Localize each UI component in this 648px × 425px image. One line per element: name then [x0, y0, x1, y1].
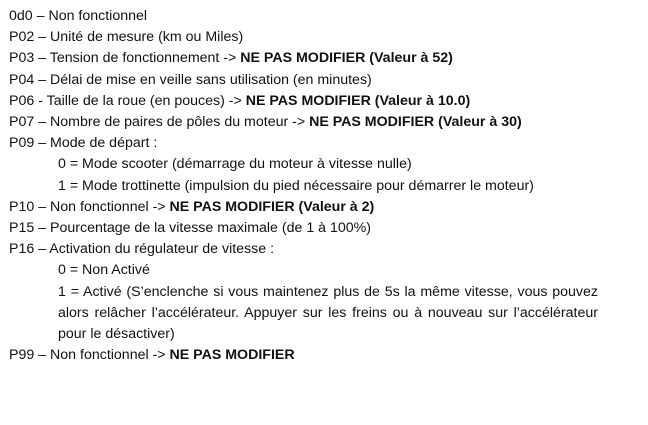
param-description: Mode de départ : [50, 135, 158, 152]
param-code: P10 [9, 198, 35, 215]
param-separator: - [34, 92, 47, 109]
param-separator: – [34, 135, 51, 152]
param-line-p06 [9, 91, 648, 112]
param-code: P15 [9, 220, 35, 237]
param-description: Tension de fonctionnement -> [49, 50, 241, 67]
param-warning-note: NE PAS MODIFIER (Valeur à 2) [169, 198, 375, 215]
param-description: Activation du régulateur de vitesse : [49, 241, 275, 258]
param-description: Pourcentage de la vitesse maximale (de 1 à 100%) [50, 220, 372, 237]
param-code: P06 [9, 92, 35, 109]
param-code: P09 [9, 135, 35, 152]
param-separator: – [34, 347, 51, 364]
param-description: Unité de mesure (km ou Miles) [50, 29, 244, 46]
param-warning-note: NE PAS MODIFIER (Valeur à 10.0) [245, 92, 471, 109]
param-description: Délai de mise en veille sans utilisation (en minutes) [50, 71, 372, 88]
param-line-p10 [9, 197, 648, 218]
param-line-p03 [9, 48, 648, 69]
param-line-0d0 [9, 6, 648, 27]
param-separator: – [34, 50, 50, 67]
param-description: Taille de la roue (en pouces) -> [46, 92, 246, 109]
param-code: P07 [9, 114, 35, 131]
param-description: Non fonctionnel -> [50, 198, 170, 215]
param-line-p15 [9, 218, 648, 239]
option-text: 1 = Mode trottinette (impulsion du pied nécessaire pour démarrer le moteur) [58, 177, 534, 194]
param-line-p16 [9, 239, 648, 260]
p16-option-1 [9, 282, 598, 346]
param-description: Non fonctionnel [48, 8, 148, 24]
option-text: 1 = Activé (S’enclenche si vous maintenez plus de 5s la même vitesse, vous pouvez alors relâcher l’accélérateur. Appuyer sur les freins ou à nouveau sur l’accélérateur pour le désactiver) [58, 283, 598, 343]
param-code: P03 [9, 50, 35, 67]
param-separator: – [34, 114, 51, 131]
param-line-p99 [9, 345, 648, 366]
p09-option-0 [9, 154, 648, 175]
param-line-p09 [9, 133, 648, 154]
param-warning-note: NE PAS MODIFIER [169, 347, 295, 364]
option-text: 0 = Non Activé [58, 262, 150, 279]
param-code: P02 [9, 29, 35, 46]
param-separator: – [34, 198, 51, 215]
param-description: Non fonctionnel -> [50, 347, 170, 364]
param-line-p04 [9, 70, 648, 91]
param-separator: – [34, 71, 51, 88]
param-line-p02 [9, 27, 648, 48]
param-separator: – [34, 220, 51, 237]
param-separator: – [34, 29, 51, 46]
param-code: P16 [9, 241, 35, 258]
param-warning-note: NE PAS MODIFIER (Valeur à 52) [240, 50, 453, 67]
option-text: 0 = Mode scooter (démarrage du moteur à vitesse nulle) [58, 156, 412, 173]
param-warning-note: NE PAS MODIFIER (Valeur à 30) [309, 114, 522, 131]
p09-option-1 [9, 176, 598, 197]
p16-option-0 [9, 260, 648, 281]
param-separator: – [32, 8, 49, 24]
param-code: P04 [9, 71, 35, 88]
param-line-p07 [9, 112, 648, 133]
param-code: P99 [9, 347, 35, 364]
param-separator: – [34, 241, 50, 258]
param-description: Nombre de paires de pôles du moteur -> [50, 114, 310, 131]
param-code: 0d0 [9, 8, 33, 24]
